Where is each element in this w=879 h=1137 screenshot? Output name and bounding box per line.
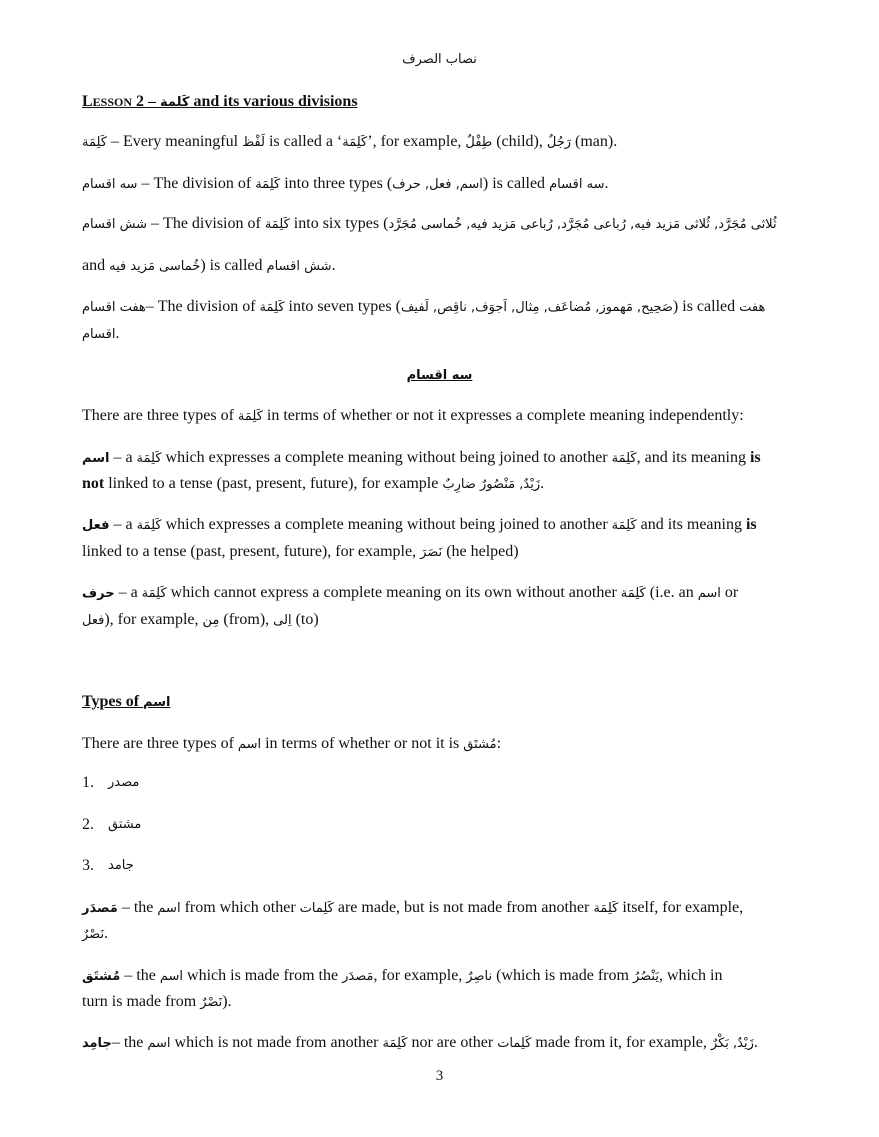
arabic-term: كَلِمَة (136, 518, 162, 533)
bold-text: is (745, 516, 757, 533)
arabic-term: اسم (237, 737, 262, 752)
intro-three-types (82, 406, 744, 427)
text: turn is made from (82, 993, 201, 1010)
arabic-term: نَصَرَ (420, 545, 443, 560)
arabic-term: زَیْدٌ, بَكْرٌ (710, 1036, 754, 1051)
text: in terms of whether or not it is (261, 735, 464, 752)
lesson-label-initial: L (82, 93, 93, 110)
arabic-term: فعل (82, 518, 110, 533)
definition-fil-cont (82, 542, 519, 563)
text: ) is called (482, 175, 550, 192)
arabic-term: اسم (147, 1036, 171, 1051)
text: (he helped) (442, 543, 519, 560)
section-heading-three-divisions (0, 366, 879, 384)
arabic-term: اسم (697, 586, 721, 601)
text: which cannot express a complete meaning on its own without another (166, 584, 621, 601)
arabic-term: اقسام (82, 327, 116, 342)
arabic-term: اسم, فعل, حرف (392, 177, 483, 192)
list-item-number: 2. (82, 816, 94, 833)
text: which is made from the (183, 967, 343, 984)
text: ) is called (672, 298, 740, 315)
definition-harf-cont (82, 610, 319, 631)
definition-seven-divisions (82, 297, 765, 318)
definition-harf (82, 583, 738, 604)
list-item-text: جامد (108, 858, 134, 873)
section-title: سه اقسام (406, 368, 473, 383)
lesson-arabic: كَلمة (160, 95, 190, 110)
arabic-term: اسم (157, 901, 181, 916)
text: (from), (219, 611, 274, 628)
text: . (753, 1034, 758, 1051)
definition-seven-divisions-cont (82, 324, 119, 345)
arabic-term: كَلِمات (497, 1036, 532, 1051)
arabic-term: كَلِمَة (342, 135, 368, 150)
section-title-ar: اسم (143, 695, 171, 710)
text: (man). (571, 133, 618, 150)
text: There are three types of (82, 407, 238, 424)
text: into three types ( (280, 175, 393, 192)
text: which is not made from another (170, 1034, 383, 1051)
definition-three-divisions (82, 174, 609, 195)
text: : (496, 735, 502, 752)
arabic-term: طِفْلٌ (465, 135, 493, 150)
text: are made, but is not made from another (333, 899, 594, 916)
arabic-term: مُشتَق (82, 969, 121, 984)
text: , which in (658, 967, 723, 984)
arabic-term: مَصدَر (342, 969, 374, 984)
arabic-term: مَصدَر (82, 901, 118, 916)
text: ), for example, (104, 611, 203, 628)
arabic-term: سه اقسام (549, 177, 605, 192)
text: , for example, (373, 967, 467, 984)
text: which expresses a complete meaning without being joined to another (161, 516, 612, 533)
definition-mushtaq (82, 966, 723, 987)
text: or (720, 584, 739, 601)
arabic-term: اسم (82, 451, 110, 466)
text: ) is called (200, 257, 267, 274)
list-item-number: 1. (82, 774, 94, 791)
text: – the (117, 899, 158, 916)
text: – the (120, 967, 160, 984)
arabic-term: كَلِمات (299, 901, 334, 916)
arabic-term: ناصِرٌ (466, 969, 493, 984)
arabic-term: ثُلاثی مُجَرَّد, ثُلاثی مَزید فیه, رُباعی مُجَرَّد, رُباعی مَزید فیه, خُماسی مُجَرَّد (388, 217, 777, 232)
list-item-text: مشتق (108, 817, 142, 832)
text: and its meaning (636, 516, 746, 533)
definition-mushtaq-cont (82, 992, 232, 1013)
definition-ism (82, 448, 761, 469)
list-item-text: مصدر (108, 775, 140, 790)
arabic-term: مِن (202, 613, 220, 628)
text: nor are other (407, 1034, 498, 1051)
bold-text: not (82, 475, 105, 492)
arabic-term: جامِد (82, 1036, 112, 1051)
list-item-number: 3. (82, 857, 94, 874)
text: (to) (291, 611, 319, 628)
text: into six types ( (289, 215, 389, 232)
arabic-term: زَیْدٌ, مَنْصُورٌ ضارِبٌ (442, 477, 541, 492)
text: itself, for example, (618, 899, 744, 916)
arabic-term: كَلِمَة (82, 135, 107, 150)
lesson-label-rest: ESSON (92, 95, 133, 109)
text: into seven types ( (284, 298, 401, 315)
text: in terms of whether or not it expresses a complete meaning independently: (262, 407, 744, 424)
arabic-term: شش اقسام (82, 217, 148, 232)
definition-fil (82, 515, 757, 536)
section-heading-types-of-ism (82, 692, 170, 713)
arabic-term: كَلِمَة (620, 586, 646, 601)
text: . (604, 175, 609, 192)
text: linked to a tense (past, present, future), for example, (82, 543, 421, 560)
text: from which other (180, 899, 300, 916)
definition-six-divisions-cont (82, 256, 336, 277)
definition-jamid (82, 1033, 758, 1054)
text: and (82, 257, 110, 274)
text: – the (111, 1034, 148, 1051)
arabic-term: كَلِمَة (141, 586, 167, 601)
text: – a (109, 516, 137, 533)
text: – The division of (137, 175, 256, 192)
text: – a (109, 449, 137, 466)
text: is called a ‘ (264, 133, 343, 150)
arabic-term: شش اقسام (266, 259, 332, 274)
arabic-term: كَلِمَة (259, 300, 285, 315)
text: ’, for example, (367, 133, 466, 150)
arabic-term: نَصْرٌ (200, 995, 223, 1010)
lesson-rest: and its various divisions (189, 93, 358, 110)
arabic-term: كَلِمَة (237, 409, 263, 424)
arabic-term: كَلِمَة (264, 217, 290, 232)
text: . (104, 925, 109, 942)
lesson-number: 2 – (132, 93, 161, 110)
arabic-term: صَحِیح, مَهموز, مُضاعَف, مِثال, اَجوَف, ناقِص, لَفیف (400, 300, 673, 315)
text: . (115, 325, 120, 342)
arabic-term: كَلِمَة (611, 518, 637, 533)
arabic-term: كَلِمَة (136, 451, 162, 466)
text: – a (114, 584, 142, 601)
text: (which is made from (492, 967, 633, 984)
arabic-term: نَصْرٌ (82, 927, 105, 942)
definition-ism-cont (82, 474, 544, 495)
arabic-term: خُماسی مَزید فیه (109, 259, 201, 274)
text: . (540, 475, 545, 492)
lesson-title (82, 92, 358, 113)
arabic-term: يَنْصُرُ (632, 969, 659, 984)
page-header: نصاب الصرف (402, 52, 477, 67)
text: which expresses a complete meaning without being joined to another (161, 449, 612, 466)
arabic-term: اِلی (273, 613, 292, 628)
arabic-term: مُشتَق (463, 737, 497, 752)
definition-masdar (82, 898, 743, 919)
text: , and its meaning (636, 449, 750, 466)
arabic-term: سه اقسام (82, 177, 138, 192)
arabic-term: كَلِمَة (382, 1036, 408, 1051)
text: There are three types of (82, 735, 238, 752)
arabic-term: فعل (82, 613, 105, 628)
text: – Every meaningful (106, 133, 243, 150)
bold-text: is (749, 449, 761, 466)
arabic-term: اسم (159, 969, 184, 984)
arabic-term: كَلِمَة (593, 901, 619, 916)
arabic-term: كَلِمَة (611, 451, 637, 466)
text: – The division of (147, 215, 265, 232)
text: . (331, 257, 336, 274)
arabic-term: كَلِمَة (255, 177, 281, 192)
definition-six-divisions (82, 214, 777, 235)
arabic-term: لَفْظ (242, 135, 265, 150)
text: ). (222, 993, 232, 1010)
text: linked to a tense (past, present, future), for example (104, 475, 443, 492)
page-number: 3 (435, 1068, 444, 1084)
text: (i.e. an (645, 584, 698, 601)
definition-masdar-cont (82, 924, 108, 945)
arabic-term: هفت اقسام (82, 300, 146, 315)
definition-kalima (82, 132, 617, 153)
arabic-term: رَجُلٌ (546, 135, 572, 150)
section-title-en: Types of (82, 693, 144, 710)
text: made from it, for example, (531, 1034, 711, 1051)
text: – The division of (145, 298, 260, 315)
arabic-term: حرف (82, 586, 115, 601)
arabic-term: هفت (739, 300, 766, 315)
intro-types-of-ism (82, 734, 501, 755)
text: (child), (492, 133, 547, 150)
